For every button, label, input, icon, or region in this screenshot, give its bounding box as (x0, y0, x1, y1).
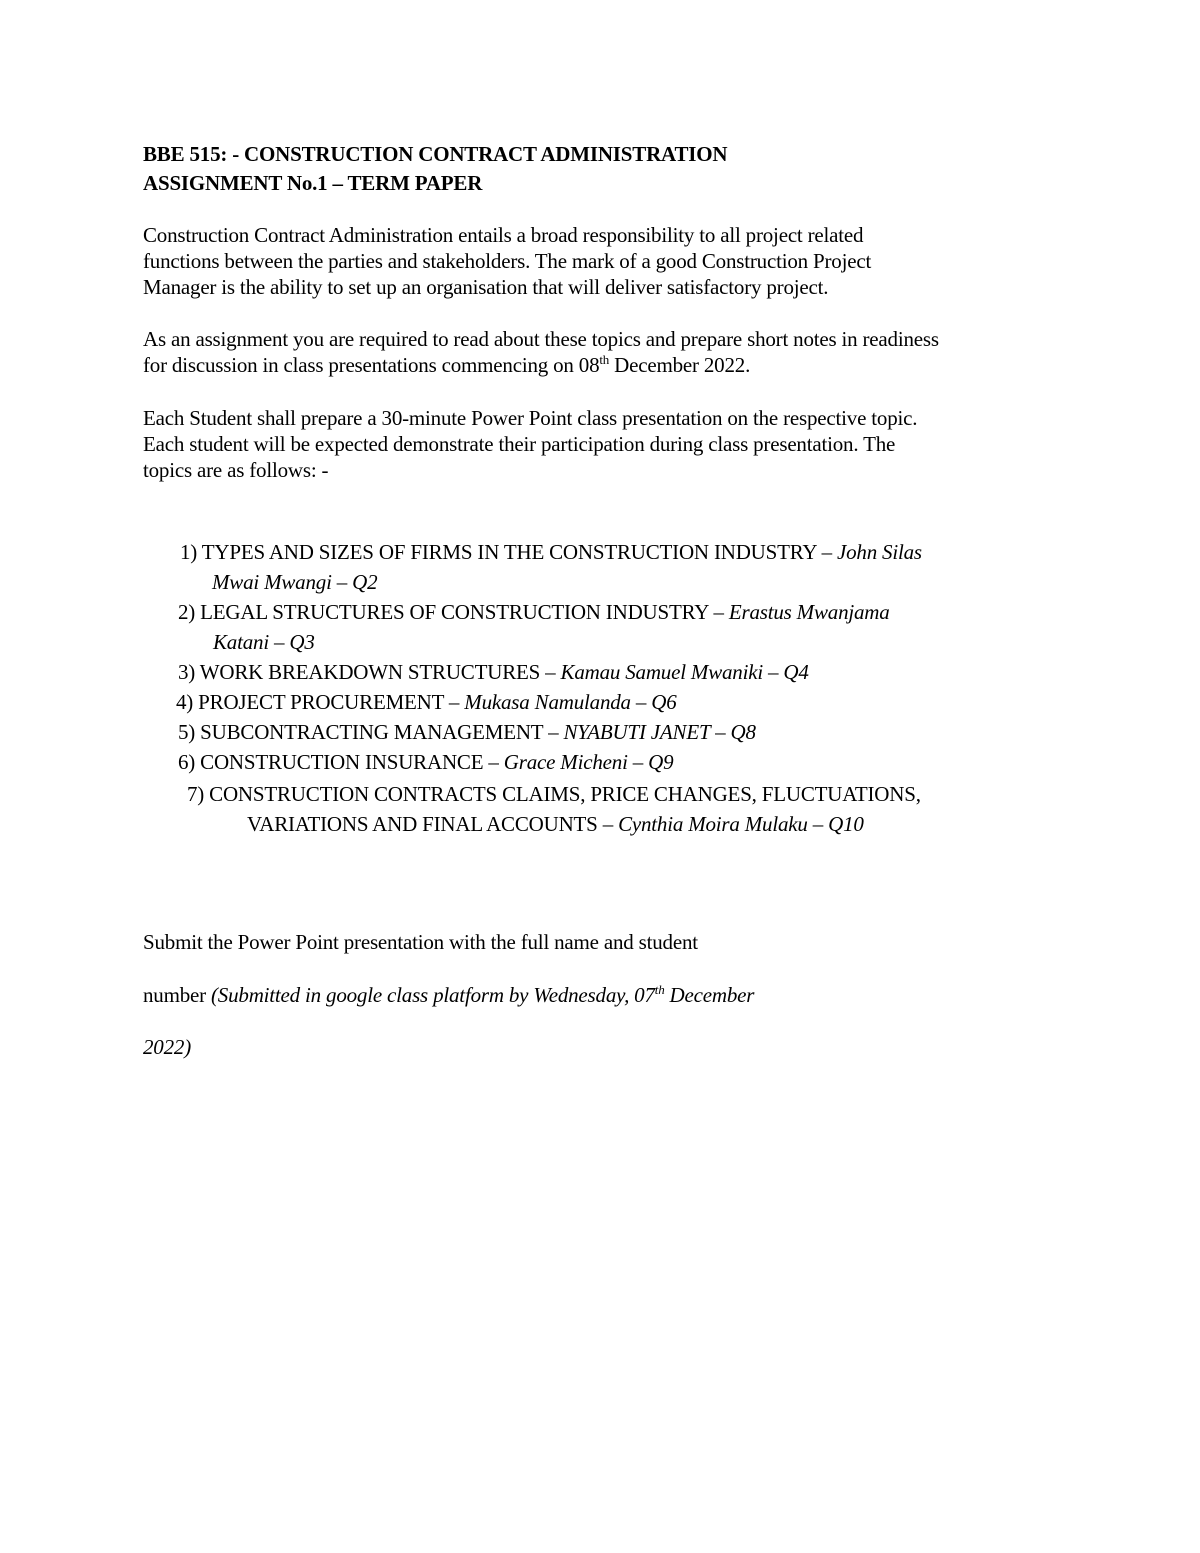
topic-number: 3) (178, 660, 196, 684)
intro-p1-line-3: Manager is the ability to set up an organisation that will deliver satisfactory project. (143, 275, 829, 299)
topic-item-6 (178, 747, 673, 777)
topic-number: 6) (178, 750, 196, 774)
topic-text: SUBCONTRACTING MANAGEMENT – (200, 720, 564, 744)
topic-presenter: Grace Micheni – Q9 (503, 750, 674, 774)
topic-presenter: Mukasa Namulanda – Q6 (464, 690, 677, 714)
intro-paragraph-3 (143, 405, 917, 483)
topic-number: 5) (178, 720, 196, 744)
submission-line-1: Submit the Power Point presentation with the full name and student (143, 930, 698, 954)
topic-presenter: NYABUTI JANET – Q8 (563, 720, 756, 744)
topic-presenter: Kamau Samuel Mwaniki – Q4 (560, 660, 809, 684)
submission-deadline: (Submitted in google class platform by Wednesday, 07 (211, 983, 655, 1007)
topic-text-continued (187, 809, 921, 839)
topic-item-7 (187, 779, 921, 839)
topic-text: TYPES AND SIZES OF FIRMS IN THE CONSTRUCTION INDUSTRY – (201, 540, 837, 564)
topic-item-1 (180, 537, 922, 597)
topic-number: 2) (178, 600, 196, 624)
topic-item-4 (176, 687, 677, 717)
topic-item-2 (178, 597, 890, 657)
intro-p2-line-2-text: for discussion in class presentations commencing on 08 (143, 353, 600, 377)
submission-line-2-text: number (143, 983, 211, 1007)
topic-presenter: John Silas (836, 540, 922, 564)
topic-text: PROJECT PROCUREMENT – (198, 690, 465, 714)
intro-p3-line-1: Each Student shall prepare a 30-minute Power Point class presentation on the respective topic. (143, 406, 918, 430)
ordinal-suffix: th (599, 352, 610, 367)
topic-text: WORK BREAKDOWN STRUCTURES – (199, 660, 561, 684)
topic-item-5 (178, 717, 756, 747)
submission-line-3: 2022) (143, 1035, 191, 1059)
intro-p2-line-2 (143, 352, 939, 378)
intro-p2-line-1: As an assignment you are required to read about these topics and prepare short notes in readiness (143, 327, 939, 351)
intro-p3-line-2: Each student will be expected demonstrate their participation during class presentation. The (143, 432, 896, 456)
topic-presenter: Cynthia Moira Mulaku – Q10 (618, 812, 864, 836)
topic-text: CONSTRUCTION CONTRACTS CLAIMS, PRICE CHANGES, FLUCTUATIONS, (209, 782, 921, 806)
intro-paragraph-1 (143, 222, 871, 300)
intro-paragraph-2 (143, 326, 939, 378)
intro-p3-line-3: topics are as follows: - (143, 458, 329, 482)
topic-presenter: Erastus Mwanjama (728, 600, 890, 624)
topic-text: LEGAL STRUCTURES OF CONSTRUCTION INDUSTRY – (200, 600, 729, 624)
ordinal-suffix: th (654, 982, 665, 997)
intro-p1-line-1: Construction Contract Administration entails a broad responsibility to all project related (143, 223, 864, 247)
topic-presenter-continued: Mwai Mwangi – Q2 (212, 570, 378, 594)
intro-p2-line-2-date: December 2022. (609, 353, 751, 377)
submission-deadline-month: December (664, 983, 755, 1007)
topic-number: 7) (187, 782, 205, 806)
topic-presenter-continued: Katani – Q3 (213, 630, 315, 654)
topic-item-3 (178, 657, 809, 687)
title-line-2: ASSIGNMENT No.1 – TERM PAPER (143, 171, 483, 195)
submission-line-2 (143, 982, 754, 1008)
topic-number: 4) (176, 690, 194, 714)
topic-text: CONSTRUCTION INSURANCE – (200, 750, 504, 774)
intro-p1-line-2: functions between the parties and stakeholders. The mark of a good Construction Project (143, 249, 872, 273)
title-line-1: BBE 515: - CONSTRUCTION CONTRACT ADMINISTRATION (143, 142, 728, 166)
topic-number: 1) (180, 540, 198, 564)
topic-text-line-2: VARIATIONS AND FINAL ACCOUNTS – (247, 812, 619, 836)
